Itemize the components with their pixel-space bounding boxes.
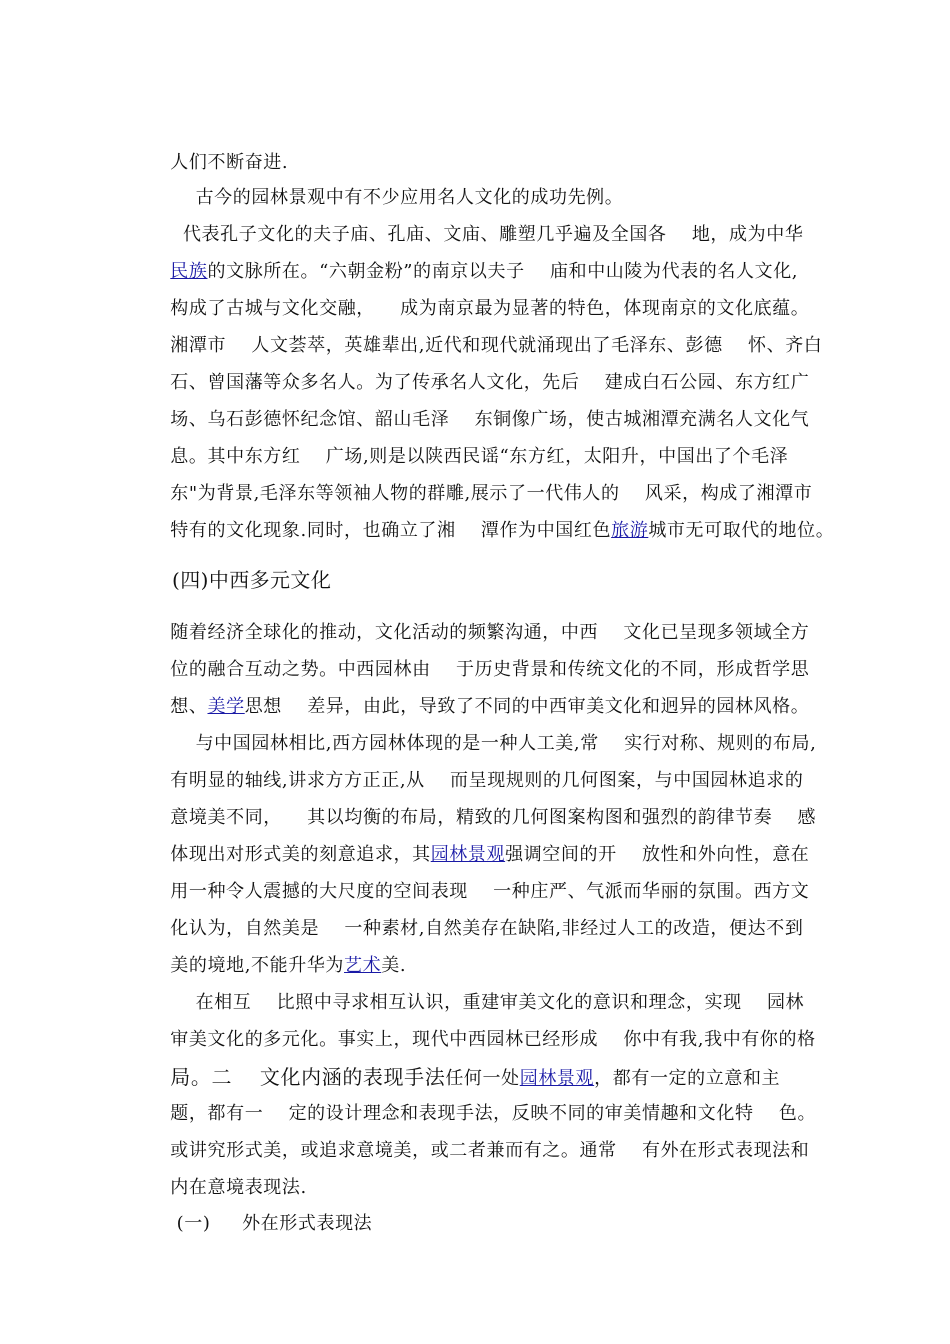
link-yishu[interactable]: 艺术 (344, 955, 382, 976)
text-segment: ，都有一定的立意和主 (594, 1068, 781, 1089)
text-segment: 的文脉所在。“六朝金粉”的南京以夫子 庙和中山陵为代表的名人文化, (207, 261, 799, 282)
text-segment: 美. (381, 955, 407, 976)
text-segment: 有明显的轴线,讲求方方正正,从 而呈现规则的几何图案，与中国园林追求的 (170, 770, 804, 791)
text-segment: 城市无可取代的地位。 (648, 520, 835, 541)
subsection-heading (145, 1188, 372, 1260)
link-yuanlin-jingguan[interactable]: 园林景观 (519, 1068, 595, 1089)
text-segment: 与中国园林相比,西方园林体现的是一种人工美,常 实行对称、规则的布局, (170, 733, 817, 754)
text-segment: 石、曾国藩等众多名人。为了传承名人文化，先后 建成白石公园、东方红广 (170, 372, 810, 393)
text-segment: 东"为背景,毛泽东等领袖人物的群雕,展示了一代伟人的 风采，构成了湘潭市 (170, 483, 813, 504)
text-segment: 在相互 比照中寻求相互认识，重建审美文化的意识和理念，实现 园林 (170, 992, 805, 1013)
text-segment: 想、 (170, 696, 208, 717)
text-segment: 思想 差异，由此，导致了不同的中西审美文化和迥异的园林风格。 (244, 696, 810, 717)
text-segment: 古今的园林景观中有不少应用名人文化的成功先例。 (170, 187, 624, 208)
text-segment: 任何一处 (445, 1068, 520, 1089)
heading-text: (一) 外在形式表现法 (170, 1213, 373, 1234)
link-meixue[interactable]: 美学 (207, 696, 245, 717)
text-segment: 或讲究形式美，或追求意境美，或二者兼而有之。通常 有外在形式表现法和 (170, 1140, 810, 1161)
link-lvyou[interactable]: 旅游 (611, 520, 649, 541)
text-segment: 体现出对形式美的刻意追求，其 (170, 844, 431, 865)
text-segment: 美的境地,不能升华为 (170, 955, 345, 976)
text-segment: 息。其中东方红 广场,则是以陕西民谣“东方红，太阳升，中国出了个毛泽 (170, 446, 789, 467)
text-segment: 用一种令人震撼的大尺度的空间表现 一种庄严、气派而华丽的氛围。西方文 (170, 881, 810, 902)
text-segment: 构成了古城与文化交融， 成为南京最为显著的特色，体现南京的文化底蕴。 (170, 298, 810, 319)
text-segment: 特有的文化现象.同时，也确立了湘 潭作为中国红色 (170, 520, 612, 541)
text-segment: 代表孔子文化的夫子庙、孔庙、文庙、雕塑几乎遍及全国各 地，成为中华 (170, 224, 804, 245)
heading-text: (四)中西多元文化 (172, 568, 332, 592)
link-yuanlin-jingguan[interactable]: 园林景观 (430, 844, 506, 865)
text-segment: 强调空间的开 放性和外向性，意在 (505, 844, 810, 865)
section-heading-inline: 局。二 文化内涵的表现手法 (170, 1065, 446, 1089)
text-segment: 位的融合互动之势。中西园林由 于历史背景和传统文化的不同，形成哲学思 (170, 659, 810, 680)
text-segment: 随着经济全球化的推动，文化活动的频繁沟通，中西 文化已呈现多领域全方 (170, 622, 810, 643)
text-segment: 内在意境表现法. (170, 1177, 307, 1198)
link-minzu[interactable]: 民族 (170, 261, 208, 282)
text-segment: 题，都有一 定的设计理念和表现手法，反映不同的审美情趣和文化特 色。 (170, 1103, 817, 1124)
text-segment: 人们不断奋进. (170, 152, 289, 173)
text-segment: 化认为，自然美是 一种素材,自然美存在缺陷,非经过人工的改造，便达不到 (170, 918, 804, 939)
text-segment: 湘潭市 人文荟萃，英雄辈出,近代和现代就涌现出了毛泽东、彭德 怀、齐白 (170, 335, 823, 356)
text-segment: 场、乌石彭德怀纪念馆、韶山毛泽 东铜像广场，使古城湘潭充满名人文化气 (170, 409, 810, 430)
text-segment: 意境美不同， 其以均衡的布局，精致的几何图案构图和强烈的韵律节奏 感 (170, 807, 817, 828)
text-segment: 审美文化的多元化。事实上，现代中西园林已经形成 你中有我,我中有你的格 (170, 1029, 816, 1050)
